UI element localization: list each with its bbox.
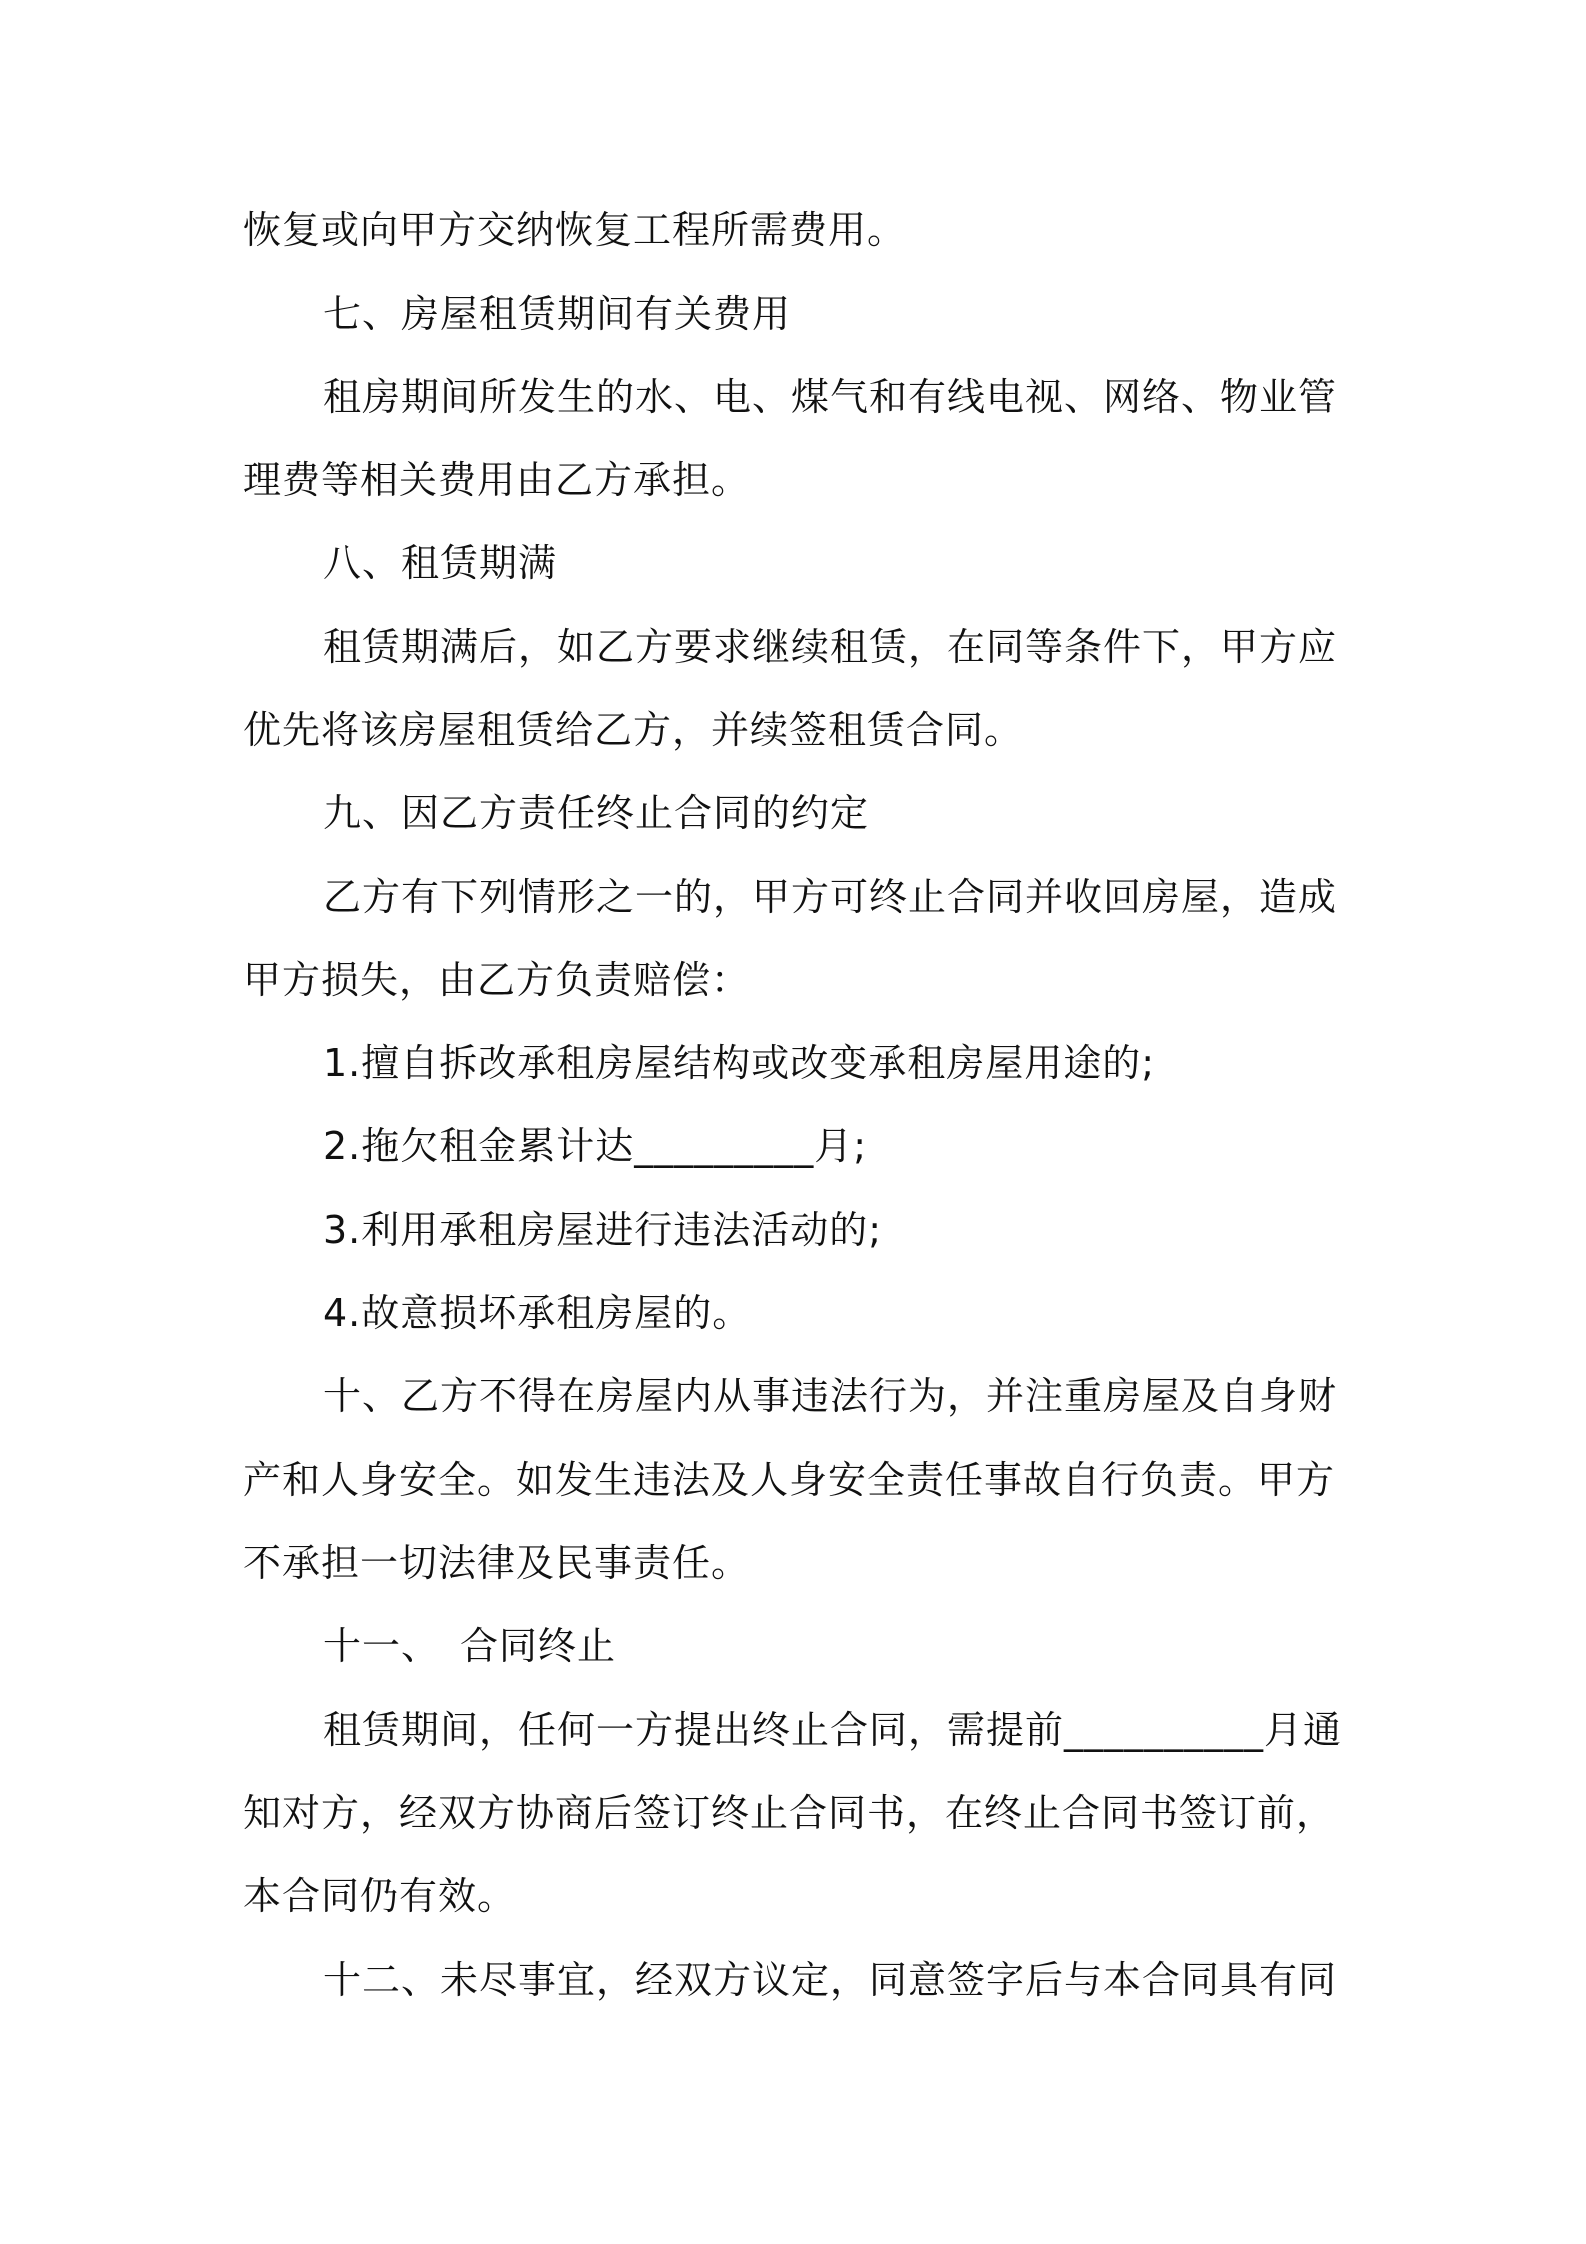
paragraph-line: 知对方，经双方协商后签订终止合同书，在终止合同书签订前，	[243, 1791, 1336, 1835]
paragraph-line: 产和人身安全。如发生违法及人身安全责任事故自行负责。甲方	[243, 1458, 1336, 1502]
section-heading-11: 十一、 合同终止	[323, 1624, 617, 1668]
section-heading-9: 九、因乙方责任终止合同的约定	[323, 791, 870, 835]
paragraph-line: 理费等相关费用由乙方承担。	[243, 458, 751, 502]
paragraph-line: 甲方损失，由乙方负责赔偿：	[243, 958, 751, 1002]
list-item: 1.擅自拆改承租房屋结构或改变承租房屋用途的;	[323, 1041, 1156, 1085]
paragraph-line: 本合同仍有效。	[243, 1874, 517, 1918]
paragraph-line: 不承担一切法律及民事责任。	[243, 1541, 751, 1585]
section-heading-7: 七、房屋租赁期间有关费用	[323, 292, 792, 336]
list-item: 3.利用承租房屋进行违法活动的;	[323, 1208, 883, 1252]
paragraph-line: 恢复或向甲方交纳恢复工程所需费用。	[243, 208, 907, 252]
list-item: 2.拖欠租金累计达_________月;	[323, 1124, 868, 1168]
list-item: 4.故意损坏承租房屋的。	[323, 1291, 752, 1335]
section-heading-10: 十、乙方不得在房屋内从事违法行为，并注重房屋及自身财	[323, 1374, 1338, 1418]
section-heading-8: 八、租赁期满	[323, 541, 558, 585]
paragraph-line: 租房期间所发生的水、电、煤气和有线电视、网络、物业管	[323, 375, 1338, 419]
paragraph-line: 租赁期间，任何一方提出终止合同，需提前__________月通	[323, 1708, 1343, 1752]
paragraph-line: 优先将该房屋租赁给乙方，并续签租赁合同。	[243, 708, 1024, 752]
paragraph-line: 乙方有下列情形之一的，甲方可终止合同并收回房屋，造成	[323, 875, 1338, 919]
section-heading-12: 十二、未尽事宜，经双方议定，同意签字后与本合同具有同	[323, 1958, 1338, 2002]
paragraph-line: 租赁期满后，如乙方要求继续租赁，在同等条件下，甲方应	[323, 625, 1338, 669]
